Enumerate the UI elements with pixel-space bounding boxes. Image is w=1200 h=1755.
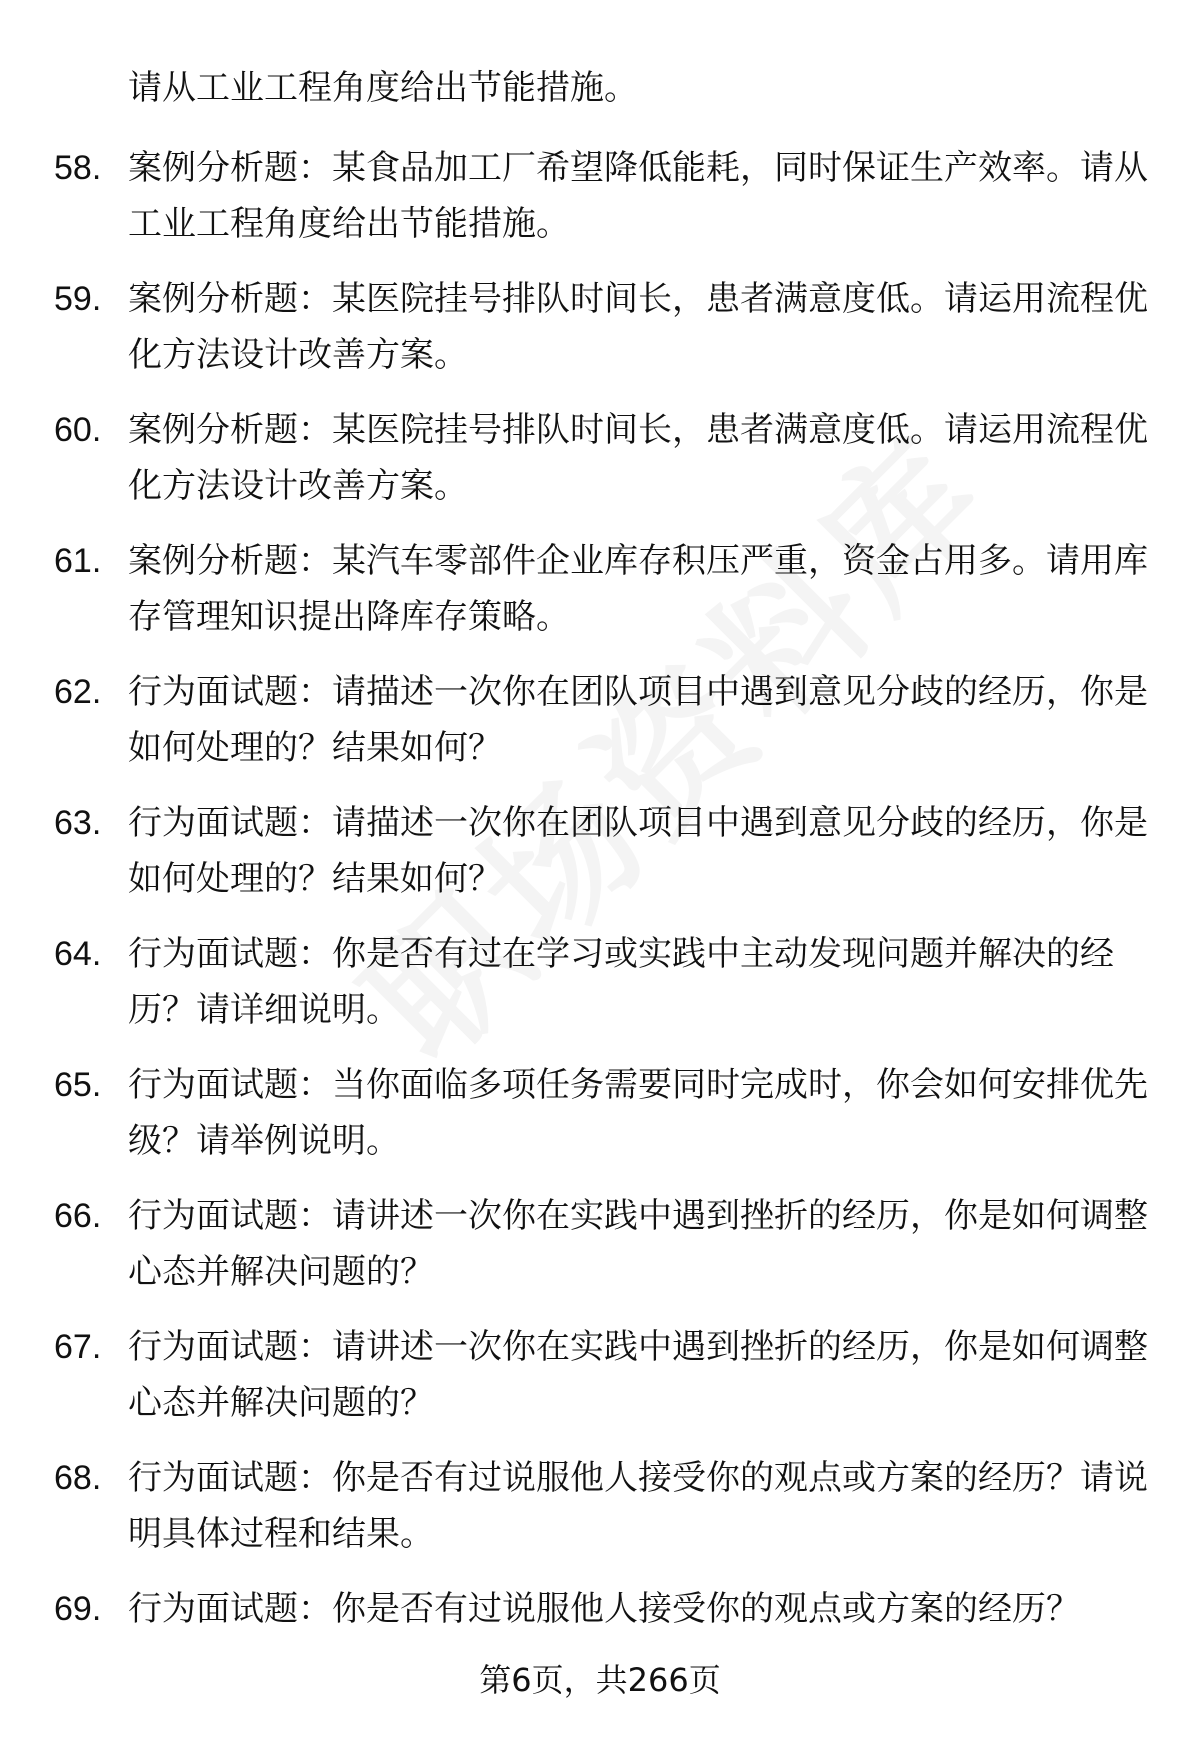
question-number: 68. bbox=[54, 1459, 102, 1497]
question-text: 案例分析题：某医院挂号排队时间长，患者满意度低。请运用流程优化方法设计改善方案。 bbox=[128, 410, 1148, 506]
question-number: 66. bbox=[54, 1197, 102, 1235]
question-text: 案例分析题：某汽车零部件企业库存积压严重，资金占用多。请用库存管理知识提出降库存策略。 bbox=[128, 541, 1148, 637]
question-number: 59. bbox=[54, 280, 102, 318]
list-item bbox=[0, 402, 1200, 533]
question-list bbox=[0, 140, 1200, 1712]
question-text: 行为面试题：你是否有过说服他人接受你的观点或方案的经历？ bbox=[128, 1589, 1080, 1629]
question-number: 69. bbox=[54, 1590, 102, 1628]
list-item bbox=[0, 926, 1200, 1057]
list-item bbox=[0, 1188, 1200, 1319]
question-text: 行为面试题：请描述一次你在团队项目中遇到意见分歧的经历，你是如何处理的？结果如何？ bbox=[128, 803, 1148, 899]
question-text: 行为面试题：当你面临多项任务需要同时完成时，你会如何安排优先级？请举例说明。 bbox=[128, 1065, 1148, 1161]
question-text: 行为面试题：你是否有过说服他人接受你的观点或方案的经历？请说明具体过程和结果。 bbox=[128, 1458, 1148, 1554]
question-text: 案例分析题：某食品加工厂希望降低能耗，同时保证生产效率。请从工业工程角度给出节能措施。 bbox=[128, 148, 1148, 244]
list-item bbox=[0, 271, 1200, 402]
continuation-text: 请从工业工程角度给出节能措施。 bbox=[128, 68, 638, 108]
question-number: 60. bbox=[54, 411, 102, 449]
question-text: 行为面试题：请描述一次你在团队项目中遇到意见分歧的经历，你是如何处理的？结果如何？ bbox=[128, 672, 1148, 768]
list-item bbox=[0, 664, 1200, 795]
question-text: 行为面试题：请讲述一次你在实践中遇到挫折的经历，你是如何调整心态并解决问题的？ bbox=[128, 1327, 1148, 1423]
question-number: 63. bbox=[54, 804, 102, 842]
page-footer: 第6页，共266页 bbox=[479, 1661, 721, 1699]
list-item bbox=[0, 1450, 1200, 1581]
question-number: 62. bbox=[54, 673, 102, 711]
list-item bbox=[0, 533, 1200, 664]
list-item bbox=[0, 795, 1200, 926]
question-text: 行为面试题：你是否有过在学习或实践中主动发现问题并解决的经历？请详细说明。 bbox=[128, 934, 1114, 1030]
question-text: 案例分析题：某医院挂号排队时间长，患者满意度低。请运用流程优化方法设计改善方案。 bbox=[128, 279, 1148, 375]
list-item bbox=[0, 1319, 1200, 1450]
list-item bbox=[0, 140, 1200, 271]
question-number: 58. bbox=[54, 149, 102, 187]
question-text: 行为面试题：请讲述一次你在实践中遇到挫折的经历，你是如何调整心态并解决问题的？ bbox=[128, 1196, 1148, 1292]
list-item bbox=[0, 1057, 1200, 1188]
question-number: 61. bbox=[54, 542, 102, 580]
question-number: 64. bbox=[54, 935, 102, 973]
question-number: 65. bbox=[54, 1066, 102, 1104]
question-number: 67. bbox=[54, 1328, 102, 1366]
